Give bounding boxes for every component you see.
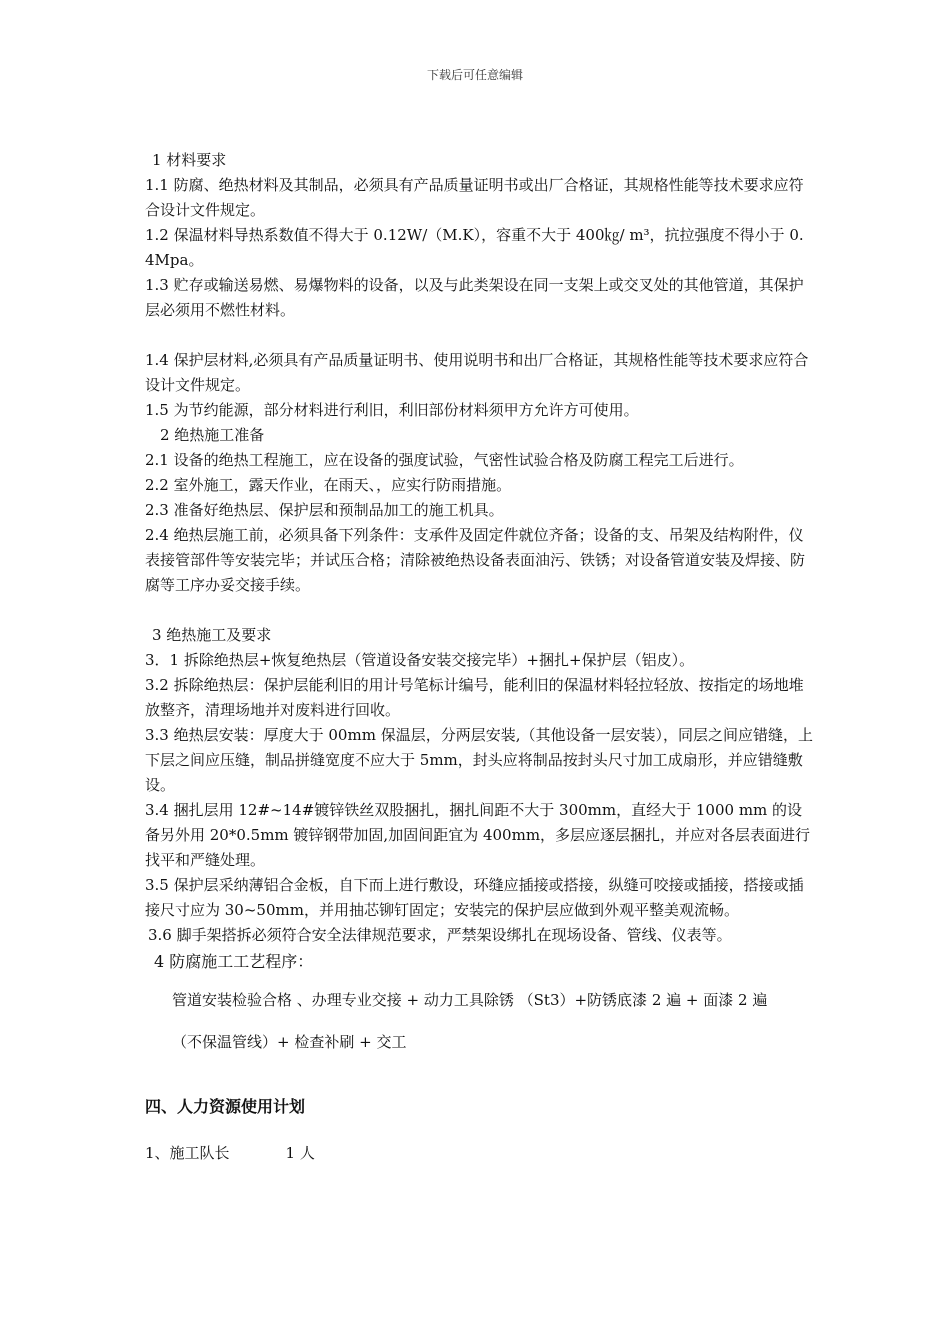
paragraph-3-5: 3.5 保护层采纳薄铝合金板，自下而上进行敷设，环缝应插接或搭接，纵缝可咬接或插接，搭接或插接尺寸应为 30~50mm，并用抽芯铆钉固定；安装完的保护层应做到外观平整美观流畅。 (145, 876, 804, 919)
blank-line (145, 598, 813, 623)
process-line-2: （不保温管线）+ 检查补刷 + 交工 (172, 1033, 407, 1051)
paragraph-2-1: 2.1 设备的绝热工程施工，应在设备的强度试验，气密性试验合格及防腐工程完工后进行。 (145, 451, 744, 469)
paragraph-3-4: 3.4 捆扎层用 12#~14#镀锌铁丝双股捆扎，捆扎间距不大于 300mm，直经大于 1000 mm 的设备另外用 20*0.5mm 镀锌钢带加固,加固间距宜为 400mm，多层应逐层捆扎，并应对各层表面进行找平和严缝处理。 (145, 801, 811, 869)
section-4-title: 4 防腐施工工艺程序： (154, 952, 314, 971)
paragraph-3-3: 3.3 绝热层安装：厚度大于 00mm 保温层，分两层安装,（其他设备一层安装），同层之间应错缝，上下层之间应压缝，制品拼缝宽度不应大于 5mm，封头应将制品按封头尺寸加工成扇形，并应错缝敷设。 (145, 726, 813, 794)
paragraph-1-5: 1.5 为节约能源，部分材料进行利旧，利旧部份材料须甲方允许方可使用。 (145, 401, 639, 419)
paragraph-1-2: 1.2 保温材料导热系数值不得大于 0.12W/（M.K），容重不大于 400㎏/ m³，抗拉强度不得小于 0.4Mpa。 (145, 226, 804, 269)
staff-count: 1 人 (285, 1144, 315, 1162)
blank-line (145, 323, 813, 348)
hr-plan-heading: 四、人力资源使用计划 (145, 1097, 306, 1116)
section-2-title: 2 绝热施工准备 (160, 426, 265, 444)
paragraph-3-1: 3．1 拆除绝热层+恢复绝热层（管道设备安装交接完毕）+捆扎+保护层（铝皮）。 (145, 651, 695, 669)
document-body (145, 148, 813, 1167)
paragraph-3-6: 3.6 脚手架搭拆必须符合安全法律规范要求，严禁架设绑扎在现场设备、管线、仪表等。 (148, 926, 732, 944)
staff-row (145, 1140, 813, 1167)
paragraph-1-1: 1.1 防腐、绝热材料及其制品，必须具有产品质量证明书或出厂合格证，其规格性能等技术要求应符合设计文件规定。 (145, 176, 804, 219)
section-3-title: 3 绝热施工及要求 (152, 626, 272, 644)
paragraph-2-2: 2.2 室外施工，露天作业，在雨天、，应实行防雨措施。 (145, 476, 512, 494)
staff-role: 1、施工队长 (145, 1144, 230, 1162)
paragraph-2-4: 2.4 绝热层施工前，必须具备下列条件：支承件及固定件就位齐备；设备的支、吊架及结构附件，仪表接管部件等安装完毕；并试压合格；清除被绝热设备表面油污、铁锈；对设备管道安装及焊接、防腐等工序办妥交接手续。 (145, 526, 806, 594)
paragraph-2-3: 2.3 准备好绝热层、保护层和预制品加工的施工机具。 (145, 501, 504, 519)
paragraph-1-3: 1.3 贮存或输送易燃、易爆物料的设备，以及与此类架设在同一支架上或交叉处的其他管道，其保护层必须用不燃性材料。 (145, 276, 804, 319)
process-line-1: 管道安装检验合格 、办理专业交接 + 动力工具除锈 （St3）+防锈底漆 2 遍 + 面漆 2 遍 (172, 991, 768, 1009)
paragraph-1-4: 1.4 保护层材料,必须具有产品质量证明书、使用说明书和出厂合格证，其规格性能等技术要求应符合设计文件规定。 (145, 351, 809, 394)
paragraph-3-2: 3.2 拆除绝热层：保护层能利旧的用计号笔标计编号，能利旧的保温材料轻拉轻放、按指定的场地堆放整齐，清理场地并对废料进行回收。 (145, 676, 804, 719)
section-1-title: 1 材料要求 (152, 151, 227, 169)
header-note: 下载后可任意编辑 (426, 68, 523, 82)
